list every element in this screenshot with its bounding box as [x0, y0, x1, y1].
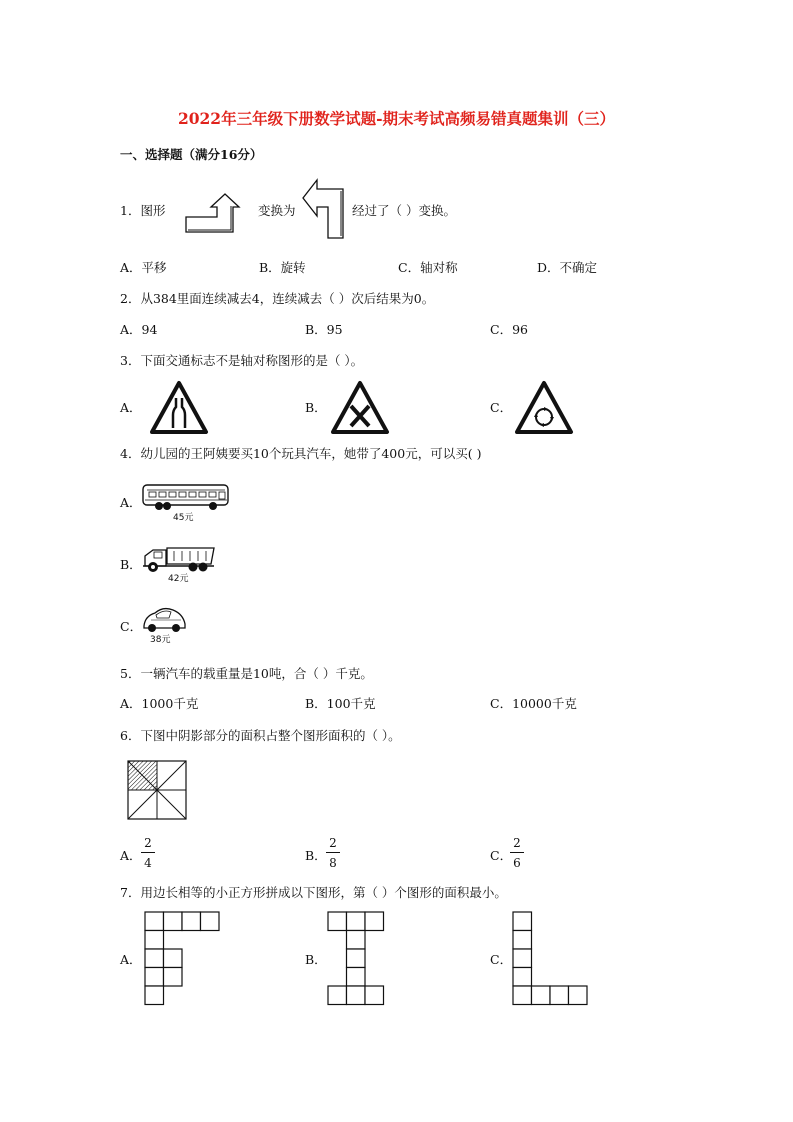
q1-text-part3: 经过了（ ）变换。 — [352, 203, 456, 218]
q1-option-c[interactable]: C．轴对称 — [398, 260, 458, 275]
q6-fraction-c — [510, 837, 524, 869]
q6-option-a[interactable]: A． — [120, 848, 142, 863]
q5-option-a[interactable]: A．1000千克 — [120, 696, 199, 711]
q6-fraction-a-bar — [141, 852, 155, 853]
q6-fraction-b-numerator: 2 — [329, 836, 337, 850]
q4-option-c[interactable]: C． — [120, 619, 143, 634]
q5-option-c[interactable]: C．10000千克 — [490, 696, 577, 711]
q7-option-b[interactable]: B． — [305, 952, 327, 967]
q2-option-a[interactable]: A．94 — [120, 322, 158, 337]
q1-arrow-figure-icon — [184, 192, 242, 234]
shaded-square-figure-icon — [127, 760, 187, 820]
q5-text: 5．一辆汽车的载重量是10吨，合（ ）千克。 — [120, 666, 373, 681]
bus-toy-icon — [141, 482, 231, 512]
q7-option-c[interactable]: C． — [490, 952, 513, 967]
q1-option-a[interactable]: A．平移 — [120, 260, 167, 275]
narrow-road-sign-icon — [149, 380, 209, 435]
q4-option-b[interactable]: B． — [120, 557, 142, 572]
car-price-label: 38元 — [150, 635, 171, 645]
crossroad-sign-icon — [330, 380, 390, 435]
dump-truck-toy-icon — [141, 544, 216, 572]
q2-option-c[interactable]: C．96 — [490, 322, 528, 337]
q6-fraction-b-bar — [326, 852, 340, 853]
q3-option-b[interactable]: B． — [305, 400, 327, 415]
q6-fraction-c-numerator: 2 — [513, 836, 521, 850]
q2-option-b[interactable]: B．95 — [305, 322, 343, 337]
q4-option-a[interactable]: A． — [120, 495, 142, 510]
q6-fraction-a-numerator: 2 — [144, 836, 152, 850]
q7-shape-c-figure-icon — [512, 911, 592, 1011]
q7-option-a[interactable]: A． — [120, 952, 142, 967]
bus-price-label: 45元 — [173, 513, 194, 523]
q6-fraction-b-denominator: 8 — [329, 856, 337, 870]
q1-option-b[interactable]: B．旋转 — [259, 260, 306, 275]
q7-shape-b-figure-icon — [327, 911, 387, 1011]
q3-option-c[interactable]: C． — [490, 400, 513, 415]
q6-fraction-a — [141, 837, 155, 869]
q6-text: 6．下图中阴影部分的面积占整个图形面积的（ ）。 — [120, 728, 401, 743]
q7-shape-a-figure-icon — [144, 911, 224, 1011]
q1-text-part1: 1．图形 — [120, 203, 166, 218]
q6-fraction-c-bar — [510, 852, 524, 853]
q3-text: 3．下面交通标志不是轴对称图形的是（ ）。 — [120, 353, 364, 368]
q2-text: 2．从384里面连续减去4，连续减去（ ）次后结果为0。 — [120, 291, 435, 306]
q1-turned-arrow-figure-icon — [301, 178, 345, 240]
page-title: 2022年三年级下册数学试题-期末考试高频易错真题集训（三） — [177, 109, 616, 128]
q4-text: 4．幼儿园的王阿姨要买10个玩具汽车，她带了400元，可以买( ) — [120, 446, 482, 461]
q6-fraction-c-denominator: 6 — [513, 856, 521, 870]
roundabout-sign-icon — [514, 380, 574, 435]
q6-fraction-a-denominator: 4 — [144, 856, 152, 870]
section-heading: 一、选择题（满分16分） — [120, 147, 263, 162]
q1-option-d[interactable]: D．不确定 — [537, 260, 598, 275]
truck-price-label: 42元 — [168, 574, 189, 584]
q6-option-b[interactable]: B． — [305, 848, 327, 863]
q5-option-b[interactable]: B．100千克 — [305, 696, 376, 711]
q6-option-c[interactable]: C． — [490, 848, 513, 863]
q7-text: 7．用边长相等的小正方形拼成以下图形，第（ ）个图形的面积最小。 — [120, 885, 507, 900]
q3-option-a[interactable]: A． — [120, 400, 142, 415]
q1-text-part2: 变换为 — [258, 203, 296, 218]
beetle-car-toy-icon — [141, 604, 187, 634]
q6-fraction-b — [326, 837, 340, 869]
